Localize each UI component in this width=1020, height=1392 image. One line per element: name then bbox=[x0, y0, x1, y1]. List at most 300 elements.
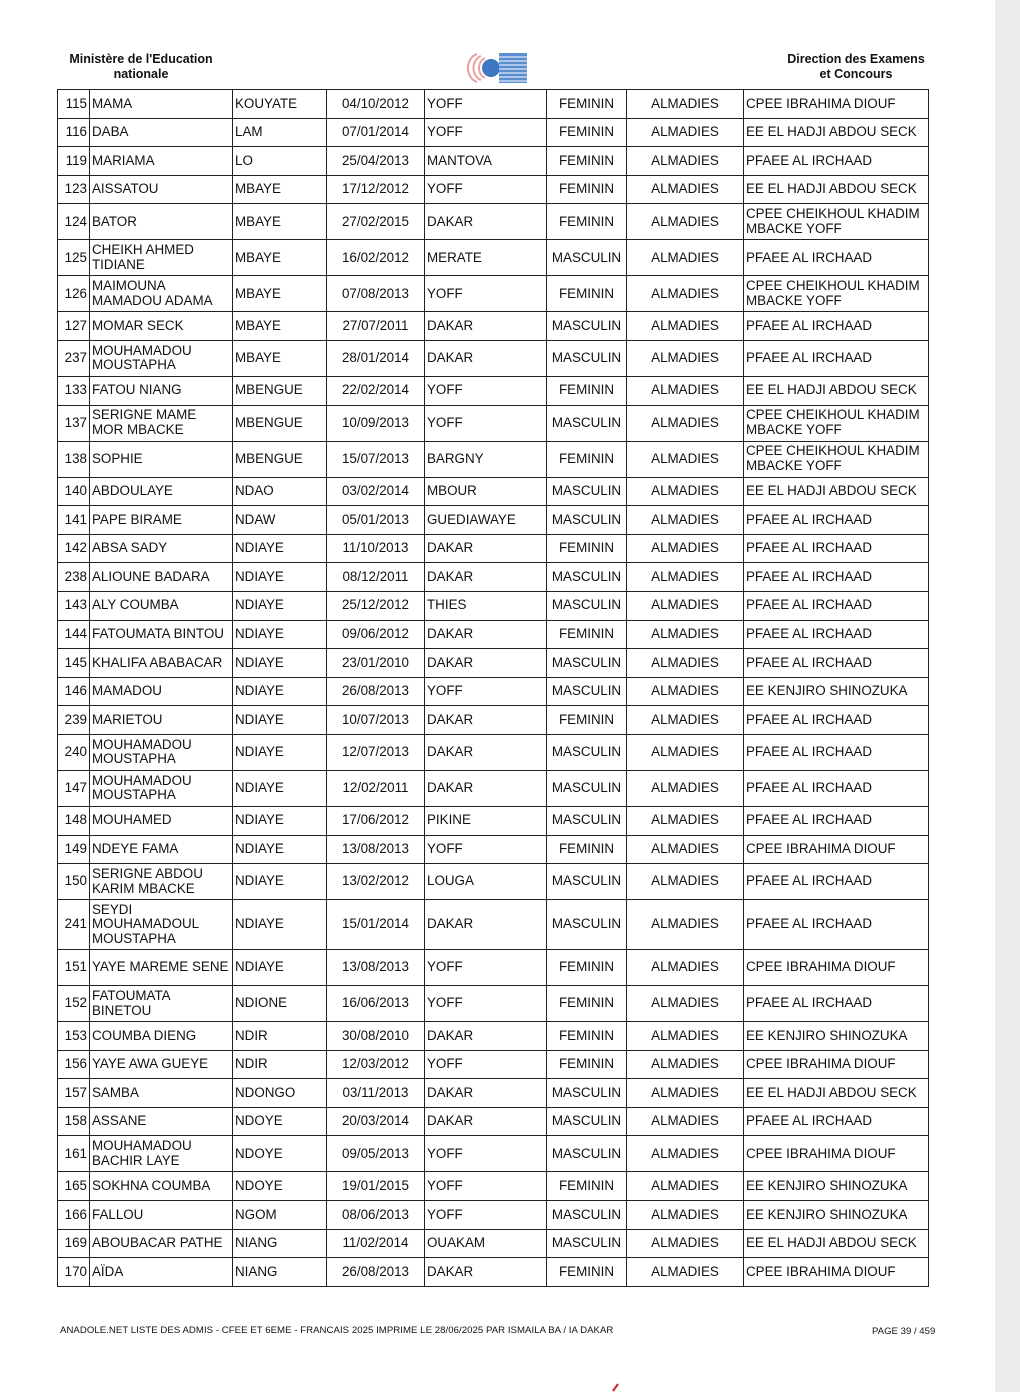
cell-number: 157 bbox=[58, 1079, 90, 1108]
cell-exam-center: ALMADIES bbox=[627, 563, 744, 592]
cell-birth-place: GUEDIAWAYE bbox=[425, 506, 547, 535]
table-row bbox=[58, 864, 929, 900]
cell-sex: FEMININ bbox=[547, 175, 627, 204]
table-row bbox=[58, 376, 929, 405]
cell-sex: MASCULIN bbox=[547, 1229, 627, 1258]
cell-exam-center: ALMADIES bbox=[627, 441, 744, 477]
cell-first-name: FALLOU bbox=[90, 1201, 233, 1230]
cell-birth-date: 12/07/2013 bbox=[327, 734, 425, 770]
cell-exam-center: ALMADIES bbox=[627, 1201, 744, 1230]
cell-exam-center: ALMADIES bbox=[627, 620, 744, 649]
page-edge bbox=[995, 0, 1020, 1392]
cell-exam-center: ALMADIES bbox=[627, 1229, 744, 1258]
table-row bbox=[58, 806, 929, 835]
cell-last-name: LAM bbox=[233, 118, 327, 147]
cell-number: 158 bbox=[58, 1107, 90, 1136]
cell-birth-place: DAKAR bbox=[425, 770, 547, 806]
cell-birth-date: 25/12/2012 bbox=[327, 591, 425, 620]
cell-number: 161 bbox=[58, 1136, 90, 1172]
cell-birth-place: PIKINE bbox=[425, 806, 547, 835]
cell-birth-date: 08/12/2011 bbox=[327, 563, 425, 592]
cell-number: 237 bbox=[58, 340, 90, 376]
cell-school: CPEE IBRAHIMA DIOUF bbox=[744, 90, 929, 119]
cell-school: CPEE CHEIKHOUL KHADIM MBACKE YOFF bbox=[744, 204, 929, 240]
cell-sex: MASCULIN bbox=[547, 1201, 627, 1230]
cell-birth-date: 16/02/2012 bbox=[327, 240, 425, 276]
cell-school: EE EL HADJI ABDOU SECK bbox=[744, 118, 929, 147]
cell-first-name: KHALIFA ABABACAR bbox=[90, 649, 233, 678]
table-row bbox=[58, 441, 929, 477]
table-row bbox=[58, 1229, 929, 1258]
cell-birth-date: 30/08/2010 bbox=[327, 1022, 425, 1051]
table-row bbox=[58, 1136, 929, 1172]
cell-birth-place: YOFF bbox=[425, 405, 547, 441]
cell-first-name: ABOUBACAR PATHE bbox=[90, 1229, 233, 1258]
cell-last-name: NDIAYE bbox=[233, 864, 327, 900]
cell-last-name: NDIAYE bbox=[233, 534, 327, 563]
table-row bbox=[58, 534, 929, 563]
cell-birth-date: 13/08/2013 bbox=[327, 835, 425, 864]
cell-birth-date: 11/02/2014 bbox=[327, 1229, 425, 1258]
cell-sex: FEMININ bbox=[547, 147, 627, 176]
cell-school: PFAEE AL IRCHAAD bbox=[744, 986, 929, 1022]
cell-last-name: NDIAYE bbox=[233, 649, 327, 678]
cell-exam-center: ALMADIES bbox=[627, 734, 744, 770]
cell-birth-place: LOUGA bbox=[425, 864, 547, 900]
cell-exam-center: ALMADIES bbox=[627, 649, 744, 678]
cell-number: 125 bbox=[58, 240, 90, 276]
cell-sex: MASCULIN bbox=[547, 1079, 627, 1108]
cell-birth-place: DAKAR bbox=[425, 1258, 547, 1287]
table-row bbox=[58, 563, 929, 592]
cell-last-name: NDIAYE bbox=[233, 900, 327, 950]
cell-sex: MASCULIN bbox=[547, 591, 627, 620]
cell-sex: FEMININ bbox=[547, 1258, 627, 1287]
cell-birth-date: 26/08/2013 bbox=[327, 1258, 425, 1287]
cell-exam-center: ALMADIES bbox=[627, 376, 744, 405]
table-row bbox=[58, 175, 929, 204]
cell-school: PFAEE AL IRCHAAD bbox=[744, 1107, 929, 1136]
cell-last-name: NDIAYE bbox=[233, 677, 327, 706]
cell-birth-date: 03/02/2014 bbox=[327, 477, 425, 506]
cell-first-name: MARIAMA bbox=[90, 147, 233, 176]
cell-birth-place: YOFF bbox=[425, 376, 547, 405]
cell-exam-center: ALMADIES bbox=[627, 204, 744, 240]
cell-school: PFAEE AL IRCHAAD bbox=[744, 506, 929, 535]
cell-exam-center: ALMADIES bbox=[627, 276, 744, 312]
cell-first-name: MAMA bbox=[90, 90, 233, 119]
cell-first-name: DABA bbox=[90, 118, 233, 147]
table-row bbox=[58, 312, 929, 341]
table-row bbox=[58, 147, 929, 176]
table-row bbox=[58, 240, 929, 276]
cell-last-name: NDIAYE bbox=[233, 591, 327, 620]
cell-birth-date: 23/01/2010 bbox=[327, 649, 425, 678]
cell-birth-place: THIES bbox=[425, 591, 547, 620]
cell-exam-center: ALMADIES bbox=[627, 118, 744, 147]
cell-birth-place: DAKAR bbox=[425, 649, 547, 678]
cell-first-name: MOUHAMADOU BACHIR LAYE bbox=[90, 1136, 233, 1172]
table-row bbox=[58, 649, 929, 678]
cell-birth-date: 15/07/2013 bbox=[327, 441, 425, 477]
cell-number: 141 bbox=[58, 506, 90, 535]
cell-exam-center: ALMADIES bbox=[627, 1050, 744, 1079]
cell-first-name: COUMBA DIENG bbox=[90, 1022, 233, 1051]
cell-sex: MASCULIN bbox=[547, 864, 627, 900]
table-row bbox=[58, 90, 929, 119]
cell-last-name: MBAYE bbox=[233, 276, 327, 312]
cell-birth-place: DAKAR bbox=[425, 534, 547, 563]
cell-sex: MASCULIN bbox=[547, 312, 627, 341]
cell-birth-place: YOFF bbox=[425, 1201, 547, 1230]
cell-birth-date: 11/10/2013 bbox=[327, 534, 425, 563]
cell-birth-place: OUAKAM bbox=[425, 1229, 547, 1258]
cell-school: EE EL HADJI ABDOU SECK bbox=[744, 376, 929, 405]
cell-school: CPEE CHEIKHOUL KHADIM MBACKE YOFF bbox=[744, 405, 929, 441]
cell-first-name: MOUHAMADOU MOUSTAPHA bbox=[90, 340, 233, 376]
cell-last-name: NGOM bbox=[233, 1201, 327, 1230]
cell-number: 144 bbox=[58, 620, 90, 649]
cell-birth-date: 09/05/2013 bbox=[327, 1136, 425, 1172]
cell-sex: FEMININ bbox=[547, 620, 627, 649]
cell-number: 165 bbox=[58, 1172, 90, 1201]
cell-birth-date: 17/06/2012 bbox=[327, 806, 425, 835]
table-row bbox=[58, 204, 929, 240]
cell-first-name: SEYDI MOUHAMADOUL MOUSTAPHA bbox=[90, 900, 233, 950]
cell-birth-date: 08/06/2013 bbox=[327, 1201, 425, 1230]
cell-birth-place: MANTOVA bbox=[425, 147, 547, 176]
cell-last-name: NDIONE bbox=[233, 986, 327, 1022]
cell-sex: FEMININ bbox=[547, 706, 627, 735]
cell-first-name: SOPHIE bbox=[90, 441, 233, 477]
cell-sex: MASCULIN bbox=[547, 1107, 627, 1136]
cell-exam-center: ALMADIES bbox=[627, 506, 744, 535]
cell-first-name: MARIETOU bbox=[90, 706, 233, 735]
cell-number: 169 bbox=[58, 1229, 90, 1258]
cell-last-name: NDIAYE bbox=[233, 770, 327, 806]
cell-school: PFAEE AL IRCHAAD bbox=[744, 770, 929, 806]
cell-first-name: NDEYE FAMA bbox=[90, 835, 233, 864]
cell-first-name: AISSATOU bbox=[90, 175, 233, 204]
cell-exam-center: ALMADIES bbox=[627, 175, 744, 204]
cell-school: EE EL HADJI ABDOU SECK bbox=[744, 477, 929, 506]
cell-number: 151 bbox=[58, 950, 90, 986]
table-row bbox=[58, 1079, 929, 1108]
cell-birth-date: 12/02/2011 bbox=[327, 770, 425, 806]
red-pen-mark bbox=[609, 1383, 621, 1392]
cell-birth-place: DAKAR bbox=[425, 1107, 547, 1136]
cell-school: EE KENJIRO SHINOZUKA bbox=[744, 1022, 929, 1051]
cell-birth-place: YOFF bbox=[425, 835, 547, 864]
cell-exam-center: ALMADIES bbox=[627, 1079, 744, 1108]
cell-sex: MASCULIN bbox=[547, 405, 627, 441]
cell-last-name: NDIR bbox=[233, 1050, 327, 1079]
cell-number: 149 bbox=[58, 835, 90, 864]
cell-number: 150 bbox=[58, 864, 90, 900]
table-row bbox=[58, 950, 929, 986]
cell-exam-center: ALMADIES bbox=[627, 340, 744, 376]
cell-first-name: ALY COUMBA bbox=[90, 591, 233, 620]
cell-sex: FEMININ bbox=[547, 441, 627, 477]
cell-birth-date: 19/01/2015 bbox=[327, 1172, 425, 1201]
cell-exam-center: ALMADIES bbox=[627, 240, 744, 276]
cell-number: 115 bbox=[58, 90, 90, 119]
cell-number: 147 bbox=[58, 770, 90, 806]
cell-school: CPEE IBRAHIMA DIOUF bbox=[744, 950, 929, 986]
cell-first-name: FATOUMATA BINTOU bbox=[90, 620, 233, 649]
cell-sex: MASCULIN bbox=[547, 806, 627, 835]
cell-birth-date: 07/08/2013 bbox=[327, 276, 425, 312]
cell-number: 138 bbox=[58, 441, 90, 477]
cell-first-name: CHEIKH AHMED TIDIANE bbox=[90, 240, 233, 276]
cell-first-name: SAMBA bbox=[90, 1079, 233, 1108]
cell-birth-date: 20/03/2014 bbox=[327, 1107, 425, 1136]
cell-school: CPEE CHEIKHOUL KHADIM MBACKE YOFF bbox=[744, 276, 929, 312]
cell-exam-center: ALMADIES bbox=[627, 534, 744, 563]
cell-birth-place: DAKAR bbox=[425, 1079, 547, 1108]
cell-birth-date: 09/06/2012 bbox=[327, 620, 425, 649]
cell-number: 146 bbox=[58, 677, 90, 706]
cell-last-name: NDIR bbox=[233, 1022, 327, 1051]
table-row bbox=[58, 1172, 929, 1201]
cell-last-name: NDONGO bbox=[233, 1079, 327, 1108]
cell-birth-place: BARGNY bbox=[425, 441, 547, 477]
cell-exam-center: ALMADIES bbox=[627, 770, 744, 806]
cell-number: 137 bbox=[58, 405, 90, 441]
cell-sex: FEMININ bbox=[547, 534, 627, 563]
cell-sex: MASCULIN bbox=[547, 734, 627, 770]
cell-exam-center: ALMADIES bbox=[627, 1107, 744, 1136]
cell-school: CPEE IBRAHIMA DIOUF bbox=[744, 1136, 929, 1172]
cell-exam-center: ALMADIES bbox=[627, 477, 744, 506]
cell-exam-center: ALMADIES bbox=[627, 1136, 744, 1172]
table-row bbox=[58, 706, 929, 735]
cell-school: PFAEE AL IRCHAAD bbox=[744, 591, 929, 620]
cell-birth-date: 10/07/2013 bbox=[327, 706, 425, 735]
cell-last-name: KOUYATE bbox=[233, 90, 327, 119]
cell-sex: MASCULIN bbox=[547, 1136, 627, 1172]
cell-last-name: NDOYE bbox=[233, 1107, 327, 1136]
cell-birth-place: DAKAR bbox=[425, 706, 547, 735]
cell-sex: FEMININ bbox=[547, 835, 627, 864]
cell-school: CPEE CHEIKHOUL KHADIM MBACKE YOFF bbox=[744, 441, 929, 477]
cell-sex: FEMININ bbox=[547, 986, 627, 1022]
cell-birth-place: DAKAR bbox=[425, 620, 547, 649]
footer-print-info: ANADOLE.NET LISTE DES ADMIS - CFEE ET 6EME - FRANCAIS 2025 IMPRIME LE 28/06/2025 PAR ISMAILA BA / IA DAKAR bbox=[60, 1325, 614, 1336]
cell-last-name: MBAYE bbox=[233, 240, 327, 276]
cell-sex: FEMININ bbox=[547, 950, 627, 986]
table-row bbox=[58, 506, 929, 535]
cell-sex: FEMININ bbox=[547, 1172, 627, 1201]
cell-first-name: MAIMOUNA MAMADOU ADAMA bbox=[90, 276, 233, 312]
cell-last-name: NDIAYE bbox=[233, 806, 327, 835]
cell-number: 123 bbox=[58, 175, 90, 204]
cell-last-name: NDOYE bbox=[233, 1172, 327, 1201]
cell-sex: FEMININ bbox=[547, 118, 627, 147]
cell-school: CPEE IBRAHIMA DIOUF bbox=[744, 1258, 929, 1287]
cell-number: 119 bbox=[58, 147, 90, 176]
cell-birth-place: YOFF bbox=[425, 276, 547, 312]
cell-first-name: MOUHAMADOU MOUSTAPHA bbox=[90, 734, 233, 770]
cell-birth-date: 13/02/2012 bbox=[327, 864, 425, 900]
cell-last-name: NIANG bbox=[233, 1258, 327, 1287]
cell-school: EE EL HADJI ABDOU SECK bbox=[744, 1079, 929, 1108]
cell-school: PFAEE AL IRCHAAD bbox=[744, 864, 929, 900]
cell-number: 143 bbox=[58, 591, 90, 620]
table-row bbox=[58, 405, 929, 441]
cell-first-name: ABSA SADY bbox=[90, 534, 233, 563]
cell-first-name: SOKHNA COUMBA bbox=[90, 1172, 233, 1201]
ministry-logo-icon bbox=[463, 50, 531, 86]
cell-number: 153 bbox=[58, 1022, 90, 1051]
cell-number: 124 bbox=[58, 204, 90, 240]
cell-sex: MASCULIN bbox=[547, 677, 627, 706]
cell-exam-center: ALMADIES bbox=[627, 677, 744, 706]
cell-exam-center: ALMADIES bbox=[627, 835, 744, 864]
cell-first-name: MAMADOU bbox=[90, 677, 233, 706]
cell-first-name: SERIGNE ABDOU KARIM MBACKE bbox=[90, 864, 233, 900]
cell-sex: MASCULIN bbox=[547, 563, 627, 592]
cell-sex: MASCULIN bbox=[547, 506, 627, 535]
cell-birth-place: YOFF bbox=[425, 90, 547, 119]
cell-exam-center: ALMADIES bbox=[627, 900, 744, 950]
cell-sex: MASCULIN bbox=[547, 477, 627, 506]
cell-school: PFAEE AL IRCHAAD bbox=[744, 806, 929, 835]
table-row bbox=[58, 986, 929, 1022]
cell-first-name: BATOR bbox=[90, 204, 233, 240]
cell-birth-date: 25/04/2013 bbox=[327, 147, 425, 176]
cell-school: PFAEE AL IRCHAAD bbox=[744, 240, 929, 276]
cell-birth-date: 27/07/2011 bbox=[327, 312, 425, 341]
directorate-header bbox=[776, 52, 936, 82]
cell-last-name: MBAYE bbox=[233, 204, 327, 240]
table-row bbox=[58, 276, 929, 312]
cell-birth-date: 07/01/2014 bbox=[327, 118, 425, 147]
cell-exam-center: ALMADIES bbox=[627, 1022, 744, 1051]
table-row bbox=[58, 734, 929, 770]
cell-sex: MASCULIN bbox=[547, 340, 627, 376]
cell-first-name: AÏDA bbox=[90, 1258, 233, 1287]
table-row bbox=[58, 477, 929, 506]
cell-first-name: FATOU NIANG bbox=[90, 376, 233, 405]
table-row bbox=[58, 835, 929, 864]
cell-last-name: MBAYE bbox=[233, 312, 327, 341]
directorate-line-2: et Concours bbox=[819, 67, 893, 81]
cell-birth-place: YOFF bbox=[425, 175, 547, 204]
cell-birth-place: DAKAR bbox=[425, 563, 547, 592]
cell-exam-center: ALMADIES bbox=[627, 950, 744, 986]
cell-number: 145 bbox=[58, 649, 90, 678]
cell-school: PFAEE AL IRCHAAD bbox=[744, 620, 929, 649]
table-row bbox=[58, 1107, 929, 1136]
cell-first-name: YAYE MAREME SENE bbox=[90, 950, 233, 986]
cell-school: EE KENJIRO SHINOZUKA bbox=[744, 1201, 929, 1230]
cell-birth-date: 22/02/2014 bbox=[327, 376, 425, 405]
cell-school: EE KENJIRO SHINOZUKA bbox=[744, 1172, 929, 1201]
cell-last-name: NIANG bbox=[233, 1229, 327, 1258]
cell-last-name: NDIAYE bbox=[233, 734, 327, 770]
cell-number: 126 bbox=[58, 276, 90, 312]
admitted-candidates-table bbox=[57, 89, 929, 1287]
cell-school: PFAEE AL IRCHAAD bbox=[744, 706, 929, 735]
cell-school: CPEE IBRAHIMA DIOUF bbox=[744, 835, 929, 864]
cell-first-name: MOUHAMADOU MOUSTAPHA bbox=[90, 770, 233, 806]
cell-school: PFAEE AL IRCHAAD bbox=[744, 563, 929, 592]
table-row bbox=[58, 770, 929, 806]
cell-school: EE EL HADJI ABDOU SECK bbox=[744, 175, 929, 204]
cell-exam-center: ALMADIES bbox=[627, 405, 744, 441]
table-row bbox=[58, 591, 929, 620]
cell-birth-date: 04/10/2012 bbox=[327, 90, 425, 119]
cell-sex: FEMININ bbox=[547, 1022, 627, 1051]
cell-exam-center: ALMADIES bbox=[627, 147, 744, 176]
cell-birth-date: 26/08/2013 bbox=[327, 677, 425, 706]
cell-birth-place: YOFF bbox=[425, 677, 547, 706]
cell-school: EE EL HADJI ABDOU SECK bbox=[744, 1229, 929, 1258]
cell-first-name: YAYE AWA GUEYE bbox=[90, 1050, 233, 1079]
cell-number: 156 bbox=[58, 1050, 90, 1079]
cell-birth-date: 10/09/2013 bbox=[327, 405, 425, 441]
cell-number: 148 bbox=[58, 806, 90, 835]
cell-sex: MASCULIN bbox=[547, 240, 627, 276]
cell-birth-place: YOFF bbox=[425, 1136, 547, 1172]
ministry-line-1: Ministère de l'Education bbox=[69, 52, 213, 66]
table-row bbox=[58, 118, 929, 147]
cell-birth-place: DAKAR bbox=[425, 204, 547, 240]
cell-last-name: NDIAYE bbox=[233, 950, 327, 986]
table-row bbox=[58, 1022, 929, 1051]
cell-exam-center: ALMADIES bbox=[627, 1172, 744, 1201]
cell-first-name: MOMAR SECK bbox=[90, 312, 233, 341]
ministry-header bbox=[58, 52, 224, 82]
cell-birth-place: DAKAR bbox=[425, 1022, 547, 1051]
cell-school: PFAEE AL IRCHAAD bbox=[744, 340, 929, 376]
cell-sex: FEMININ bbox=[547, 204, 627, 240]
cell-sex: MASCULIN bbox=[547, 900, 627, 950]
cell-birth-place: YOFF bbox=[425, 986, 547, 1022]
cell-last-name: NDIAYE bbox=[233, 835, 327, 864]
cell-number: 116 bbox=[58, 118, 90, 147]
table-row bbox=[58, 620, 929, 649]
cell-last-name: NDAW bbox=[233, 506, 327, 535]
cell-first-name: SERIGNE MAME MOR MBACKE bbox=[90, 405, 233, 441]
cell-exam-center: ALMADIES bbox=[627, 1258, 744, 1287]
cell-school: PFAEE AL IRCHAAD bbox=[744, 534, 929, 563]
table-row bbox=[58, 677, 929, 706]
cell-last-name: NDIAYE bbox=[233, 563, 327, 592]
cell-first-name: FATOUMATA BINETOU bbox=[90, 986, 233, 1022]
cell-first-name: ASSANE bbox=[90, 1107, 233, 1136]
cell-first-name: MOUHAMED bbox=[90, 806, 233, 835]
cell-number: 140 bbox=[58, 477, 90, 506]
cell-exam-center: ALMADIES bbox=[627, 312, 744, 341]
cell-number: 142 bbox=[58, 534, 90, 563]
cell-first-name: PAPE BIRAME bbox=[90, 506, 233, 535]
cell-number: 239 bbox=[58, 706, 90, 735]
cell-exam-center: ALMADIES bbox=[627, 986, 744, 1022]
cell-birth-place: DAKAR bbox=[425, 900, 547, 950]
cell-number: 240 bbox=[58, 734, 90, 770]
cell-birth-date: 27/02/2015 bbox=[327, 204, 425, 240]
cell-birth-date: 13/08/2013 bbox=[327, 950, 425, 986]
table-row bbox=[58, 1201, 929, 1230]
cell-number: 127 bbox=[58, 312, 90, 341]
cell-school: CPEE IBRAHIMA DIOUF bbox=[744, 1050, 929, 1079]
cell-last-name: MBAYE bbox=[233, 340, 327, 376]
page-number: PAGE 39 / 459 bbox=[872, 1326, 936, 1337]
cell-exam-center: ALMADIES bbox=[627, 864, 744, 900]
cell-birth-place: DAKAR bbox=[425, 734, 547, 770]
